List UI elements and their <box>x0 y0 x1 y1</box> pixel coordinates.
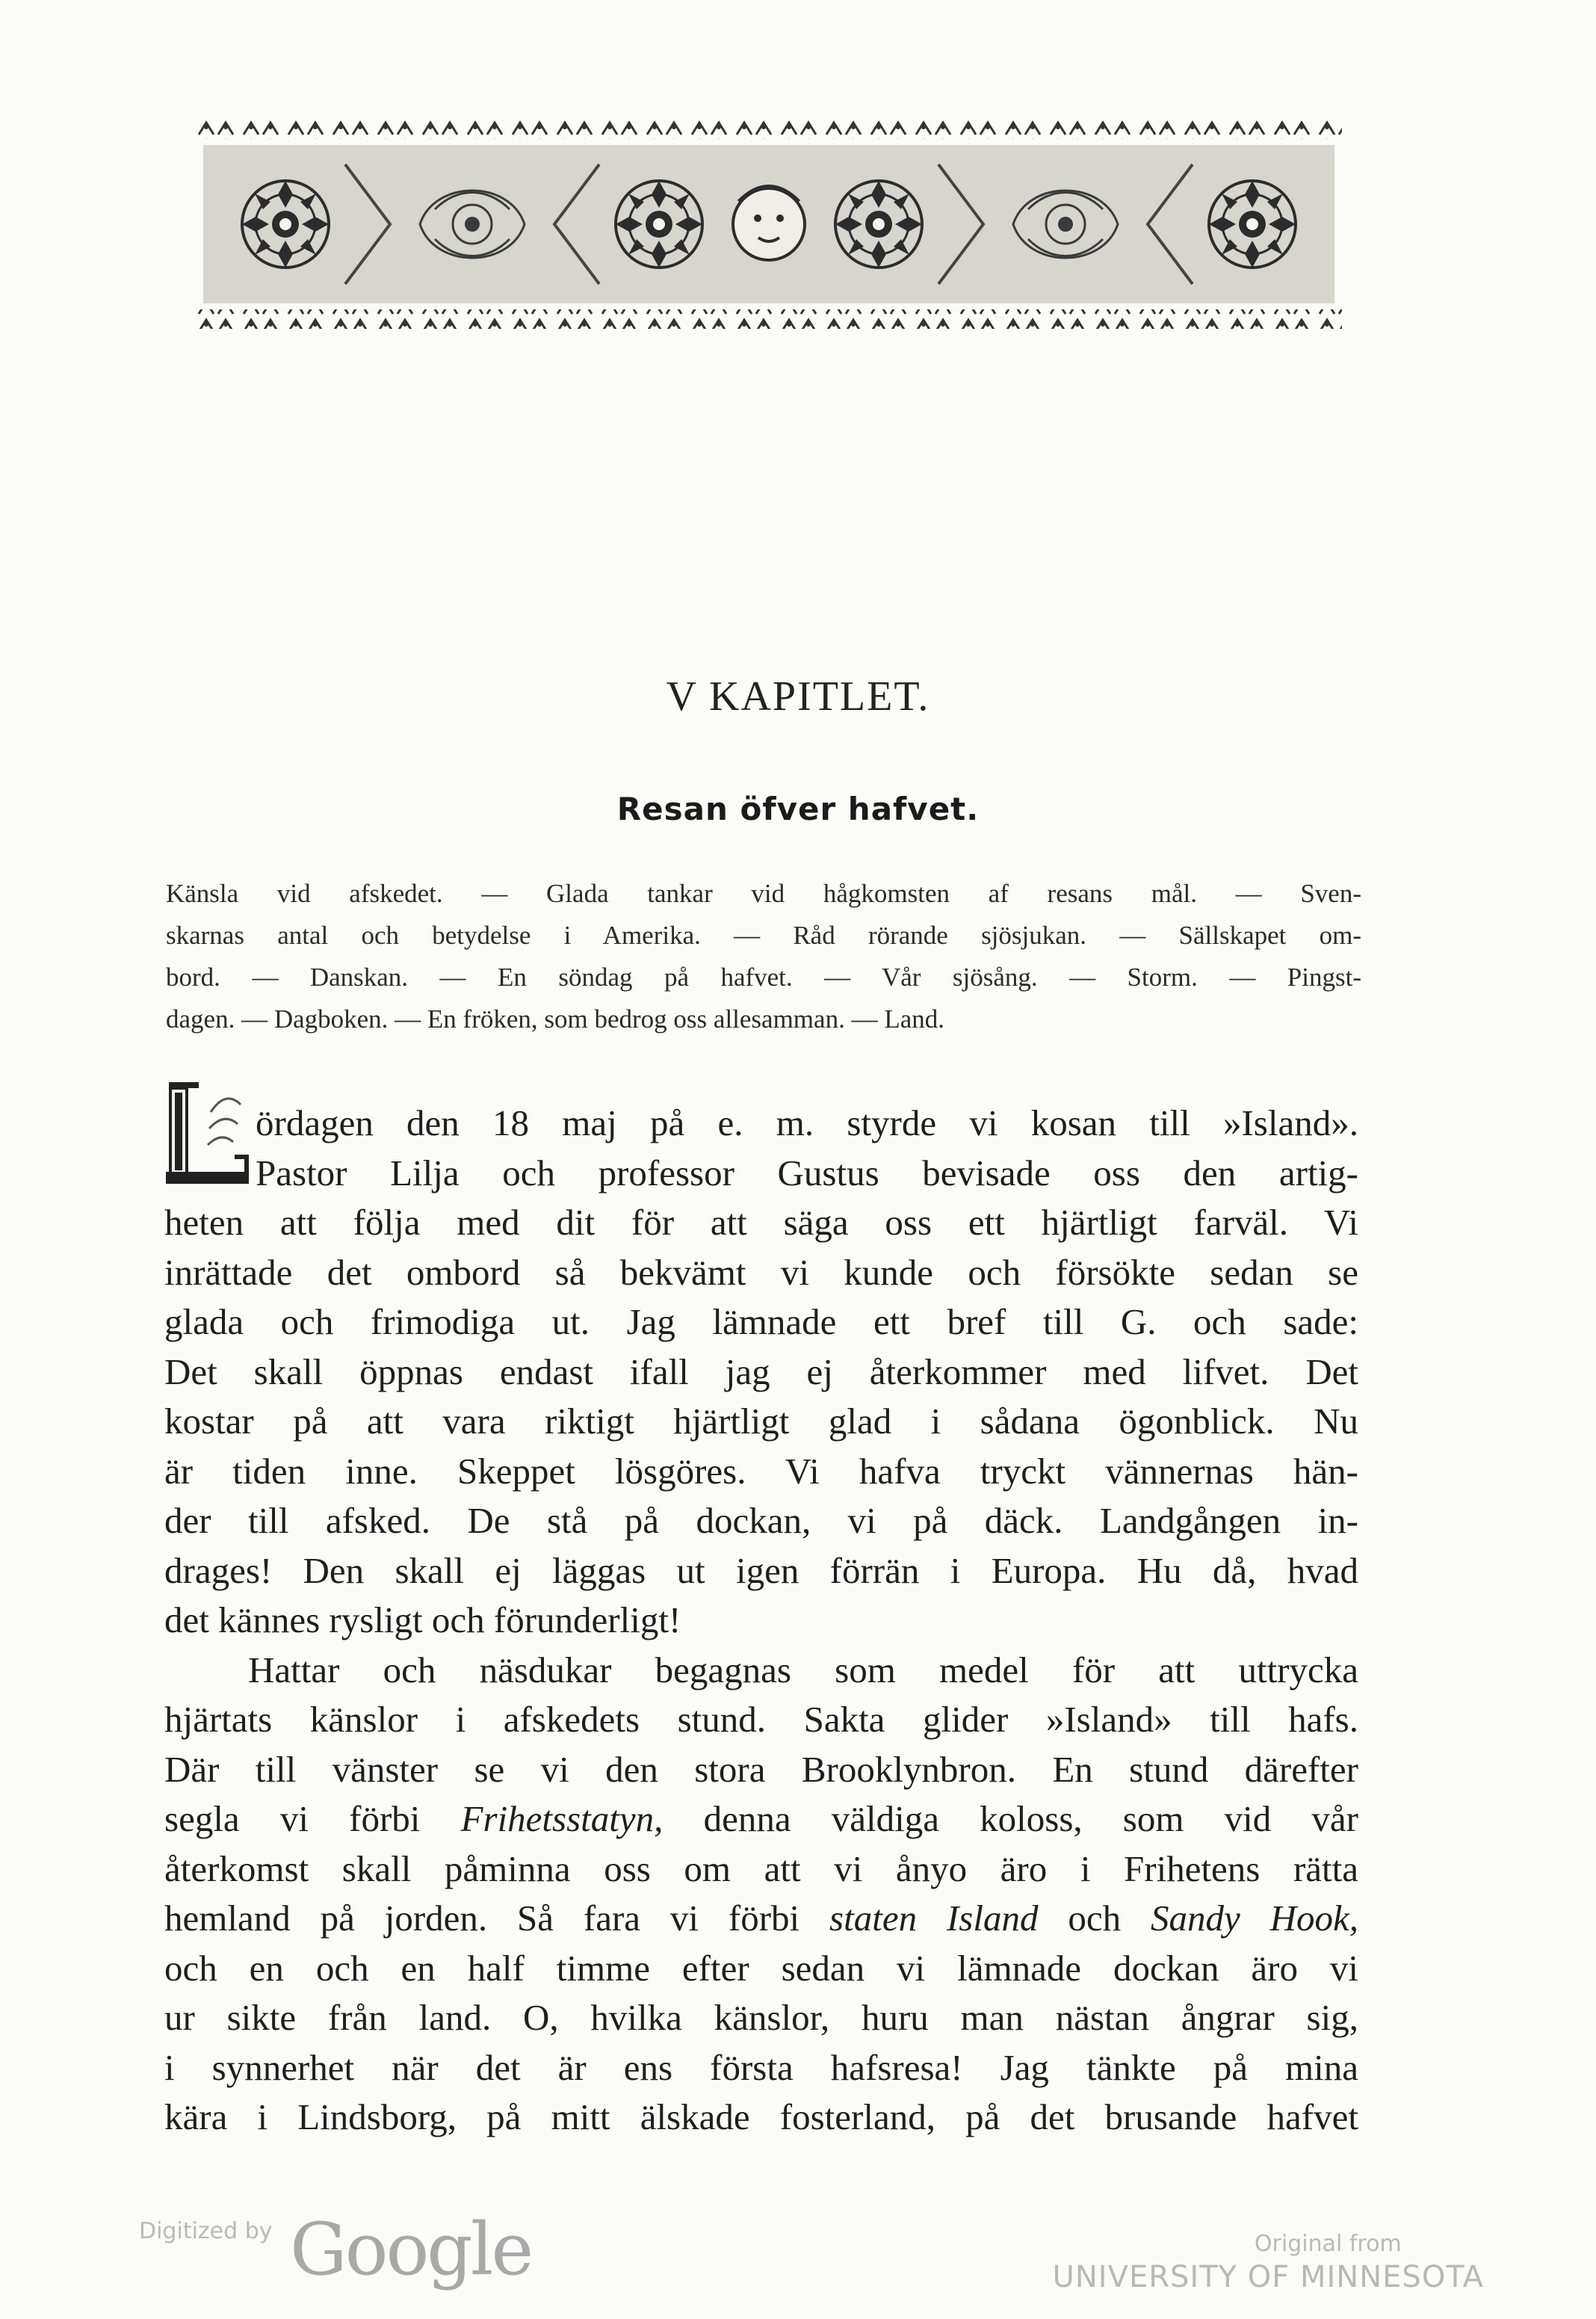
text-line: hjärtats känslor i afskedets stund. Sakta glider »Island» till hafs. <box>164 1699 1358 1740</box>
text-line: återkomst skall påminna oss om att vi ånyo äro i Frihetens rätta <box>164 1847 1358 1889</box>
text-line: det kännes rysligt och förunderligt! <box>164 1599 681 1640</box>
text-line: inrättade det ombord så bekvämt vi kunde och försökte sedan se <box>164 1251 1358 1293</box>
summary-line: dagen. — Dagboken. — En fröken, som bedrog oss allesamman. — Land. <box>166 1004 944 1034</box>
chapter-summary <box>166 873 1361 1040</box>
summary-line: skarnas antal och betydelse i Amerika. — Råd rörande sjösjukan. — Sällskapet om- <box>166 921 1361 950</box>
text-line: drages! Den skall ej läggas ut igen förrän i Europa. Hu då, hvad <box>164 1549 1358 1591</box>
italic-text: staten Island <box>829 1897 1039 1939</box>
text-line: heten att följa med dit för att säga oss ett hjärtligt farväl. Vi <box>164 1202 1358 1243</box>
italic-text: Sandy Hook, <box>1151 1897 1359 1939</box>
text-line: Där till vänster se vi den stora Brooklynbron. En stund därefter <box>164 1748 1358 1790</box>
text-line: ur sikte från land. O, hvilka känslor, huru man nästan ångrar sig, <box>164 1997 1358 2038</box>
text-line <box>164 1794 1358 1844</box>
text-line: Pastor Lilja och professor Gustus bevisade oss den artig- <box>256 1152 1358 1194</box>
text-line: glada och frimodiga ut. Jag lämnade ett bref till G. och sade: <box>164 1301 1358 1342</box>
summary-line: bord. — Danskan. — En söndag på hafvet. — Vår sjösång. — Storm. — Pingst- <box>166 963 1361 992</box>
text-line: i synnerhet när det är ens första hafsresa! Jag tänkte på mina <box>164 2046 1358 2088</box>
svg-text:L: L <box>166 1082 167 1083</box>
text-run: hemland på jorden. Så fara vi förbi <box>164 1897 830 1939</box>
chapter-heading: V KAPITLET. <box>666 673 930 720</box>
source-attribution <box>1053 2231 1484 2294</box>
text-line: kostar på att vara riktigt hjärtligt glad i sådana ögonblick. Nu <box>164 1401 1358 1442</box>
text-line: der till afsked. De stå på dockan, vi på däck. Landgången in- <box>164 1500 1358 1541</box>
original-from-label: Original from <box>1254 2231 1402 2257</box>
text-line: och en och en half timme efter sedan vi lämnade dockan äro vi <box>164 1947 1358 1989</box>
chapter-title: Resan öfver hafvet. <box>616 791 980 827</box>
body-text <box>164 1099 1358 2143</box>
summary-line: Känsla vid afskedet. — Glada tankar vid hågkomsten af resans mål. — Sven- <box>166 879 1361 908</box>
text-line: Hattar och näsdukar begagnas som medel för att uttrycka <box>248 1649 1358 1690</box>
text-run: denna väldiga koloss, som vid vår <box>663 1798 1359 1839</box>
text-line: är tiden inne. Skeppet lösgöres. Vi hafva tryckt vännernas hän- <box>164 1450 1358 1492</box>
library-name: UNIVERSITY OF MINNESOTA <box>1052 2260 1484 2294</box>
italic-text: Frihetsstatyn, <box>460 1798 664 1839</box>
decorative-ornament-band <box>196 120 1342 329</box>
text-line: Det skall öppnas endast ifall jag ej återkommer med lifvet. Det <box>164 1350 1358 1392</box>
text-run: segla vi förbi <box>164 1798 461 1839</box>
google-logo: Google <box>290 2208 532 2291</box>
text-line: ördagen den 18 maj på e. m. styrde vi kosan till »Island». <box>256 1102 1358 1143</box>
text-line <box>164 1894 1358 1944</box>
text-line: kära i Lindsborg, på mitt älskade fosterland, på det brusande hafvet <box>164 2096 1358 2137</box>
digitized-by-label: Digitized by <box>139 2218 273 2244</box>
text-run: och <box>1038 1897 1151 1939</box>
